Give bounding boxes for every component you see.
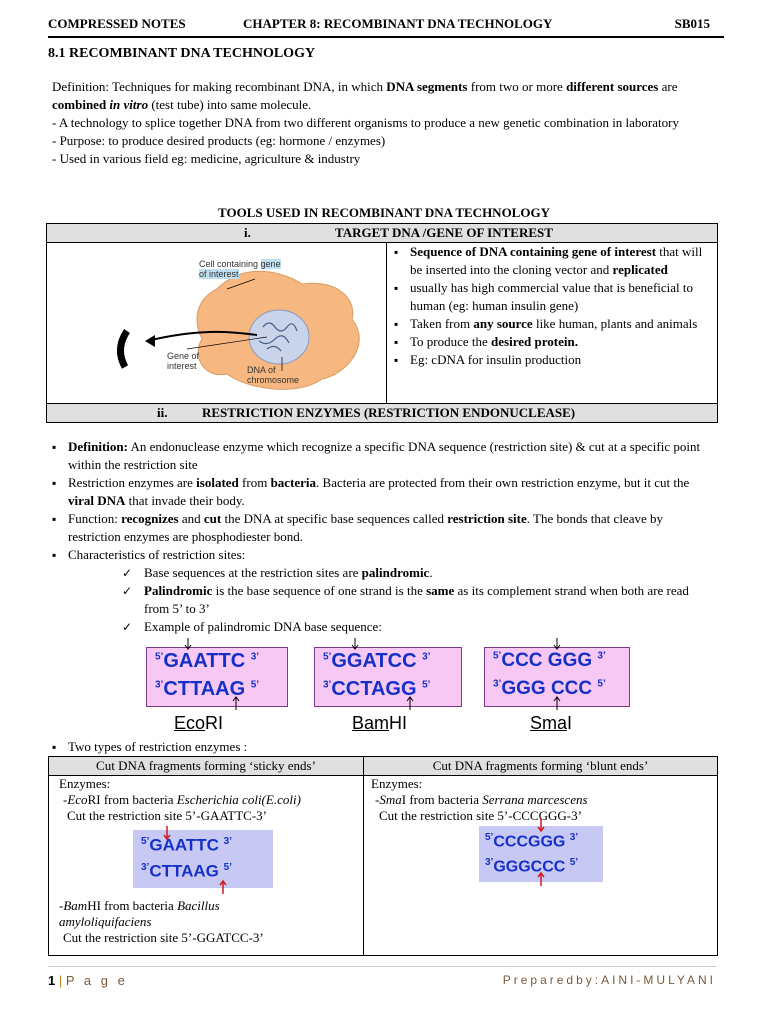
intro-line-3: - Purpose: to produce desired products (eg: hormone / enzymes) <box>52 133 386 148</box>
sticky-ends-figure: $^{5’}$GAATTC $^{3’}$ $^{3’}$CTTAAG $^{5’}$ <box>133 830 273 888</box>
list-item: ✓ Palindromic is the base sequence of one strand is the same as its complement strand when both are read from 5’ to 3’ <box>120 582 710 618</box>
list-item: ▪ To produce the desired protein. <box>392 333 712 351</box>
palindrome-ecori: $^{5’}$GAATTC $^{3’}$ $^{3’}$CTTAAG $^{5’}$ <box>146 647 288 707</box>
list-item: ▪ Taken from any source like human, plants and animals <box>392 315 712 333</box>
restriction-types-table <box>48 756 718 956</box>
sticky-ends-cell: Enzymes: -EcoRI from bacteria Escherichia coli(E.coli) Cut the restriction site 5’-GAATTC-3’ $^{5’}$GAATTC $^{3’}$ $^{3’}$CTTAAG $^{5’}$ -BamHI from bacteria Bacillus amyloliquifaciens Cut the restriction site 5’-GGATCC-3’ <box>59 776 301 945</box>
list-item: ▪ Sequence of DNA containing gene of interest that will be inserted into the cloning vector and replicated <box>392 243 712 279</box>
list-item: ✓ Base sequences at the restriction sites are palindromic. <box>120 564 710 582</box>
intro-line-2: - A technology to splice together DNA from two different organisms to produce a new genetic combination in laboratory <box>52 115 679 130</box>
cut-site-arrows <box>0 638 768 718</box>
list-item: ▪ Restriction enzymes are isolated from bacteria. Bacteria are protected from their own restriction enzyme, but it cut the viral DNA that invade their body. <box>50 474 718 510</box>
list-item: ▪ Characteristics of restriction sites: <box>50 546 718 564</box>
blunt-ends-cell: Enzymes: -SmaI from bacteria Serrana marcescens Cut the restriction site 5’-CCCGGG-3’ $^{5’}$CCCGGG $^{3’}$ $^{3’}$GGGCCC $^{5’}$ <box>371 776 711 894</box>
intro-paragraph <box>52 78 720 168</box>
page-number: 1 | P a g e <box>48 973 128 988</box>
sticky-ends-header: Cut DNA fragments forming ‘sticky ends’ <box>49 757 364 776</box>
enzyme-label-smai: SmaI <box>530 713 573 733</box>
section-title: 8.1 RECOMBINANT DNA TECHNOLOGY <box>48 46 316 61</box>
types-intro <box>50 738 650 756</box>
target-dna-bullets <box>392 243 712 369</box>
target-dna-header: i. TARGET DNA /GENE OF INTEREST <box>46 223 718 243</box>
header-left: COMPRESSED NOTES <box>48 16 186 31</box>
list-item: ▪ usually has high commercial value that is beneficial to human (eg: human insulin gene) <box>392 279 712 315</box>
header-chapter: CHAPTER 8: RECOMBINANT DNA TECHNOLOGY <box>243 16 553 31</box>
enzyme-label-bamhi: BamHI <box>352 713 408 733</box>
target-dna-table <box>46 242 718 404</box>
header-code: SB015 <box>674 16 710 31</box>
enzyme-label-ecori: EcoRI <box>174 713 224 733</box>
list-item: ▪ Function: recognizes and cut the DNA at specific base sequences called restriction site. The bonds that cleave by restriction enzymes are phosphodiester bond. <box>50 510 718 546</box>
intro-line-4: - Used in various field eg: medicine, agriculture & industry <box>52 151 361 166</box>
definition-line: Definition: Techniques for making recombinant DNA, in which DNA segments from two or more different sources are combined in vitro (test tube) into same molecule. <box>52 79 678 112</box>
palindrome-bamhi: $^{5’}$GGATCC $^{3’}$ $^{3’}$CCTAGG $^{5’}$ <box>314 647 462 707</box>
restriction-bullets <box>50 438 718 564</box>
restriction-enzymes-header: ii. RESTRICTION ENZYMES (RESTRICTION ENDONUCLEASE) <box>46 403 718 423</box>
fig-label-cell: Cell containing gene of interest <box>199 259 281 279</box>
palindrome-smai: $^{5’}$CCC GGG $^{3’}$ $^{3’}$GGG CCC $^{5’}$ <box>484 647 630 707</box>
fig-label-gene: Gene of interest <box>167 351 200 371</box>
fig-label-dna: DNA of chromosome <box>247 365 300 385</box>
page-footer <box>48 966 716 988</box>
list-item: ✓ Example of palindromic DNA base sequence: <box>120 618 710 636</box>
list-item: ▪ Definition: An endonuclease enzyme which recognize a specific DNA sequence (restriction site) & cut at a specific point within the restriction site <box>50 438 718 474</box>
list-item: ▪ Eg: cDNA for insulin production <box>392 351 712 369</box>
list-item: ▪ Two types of restriction enzymes : <box>50 738 650 756</box>
prepared-by: Preparedby:AINI-MULYANI <box>502 973 716 987</box>
blunt-ends-figure: $^{5’}$CCCGGG $^{3’}$ $^{3’}$GGGCCC $^{5’}$ <box>479 826 603 882</box>
tools-heading: TOOLS USED IN RECOMBINANT DNA TECHNOLOGY <box>218 205 550 220</box>
restriction-characteristics <box>120 564 710 636</box>
blunt-ends-header: Cut DNA fragments forming ‘blunt ends’ <box>364 757 717 776</box>
page-header <box>48 16 724 38</box>
